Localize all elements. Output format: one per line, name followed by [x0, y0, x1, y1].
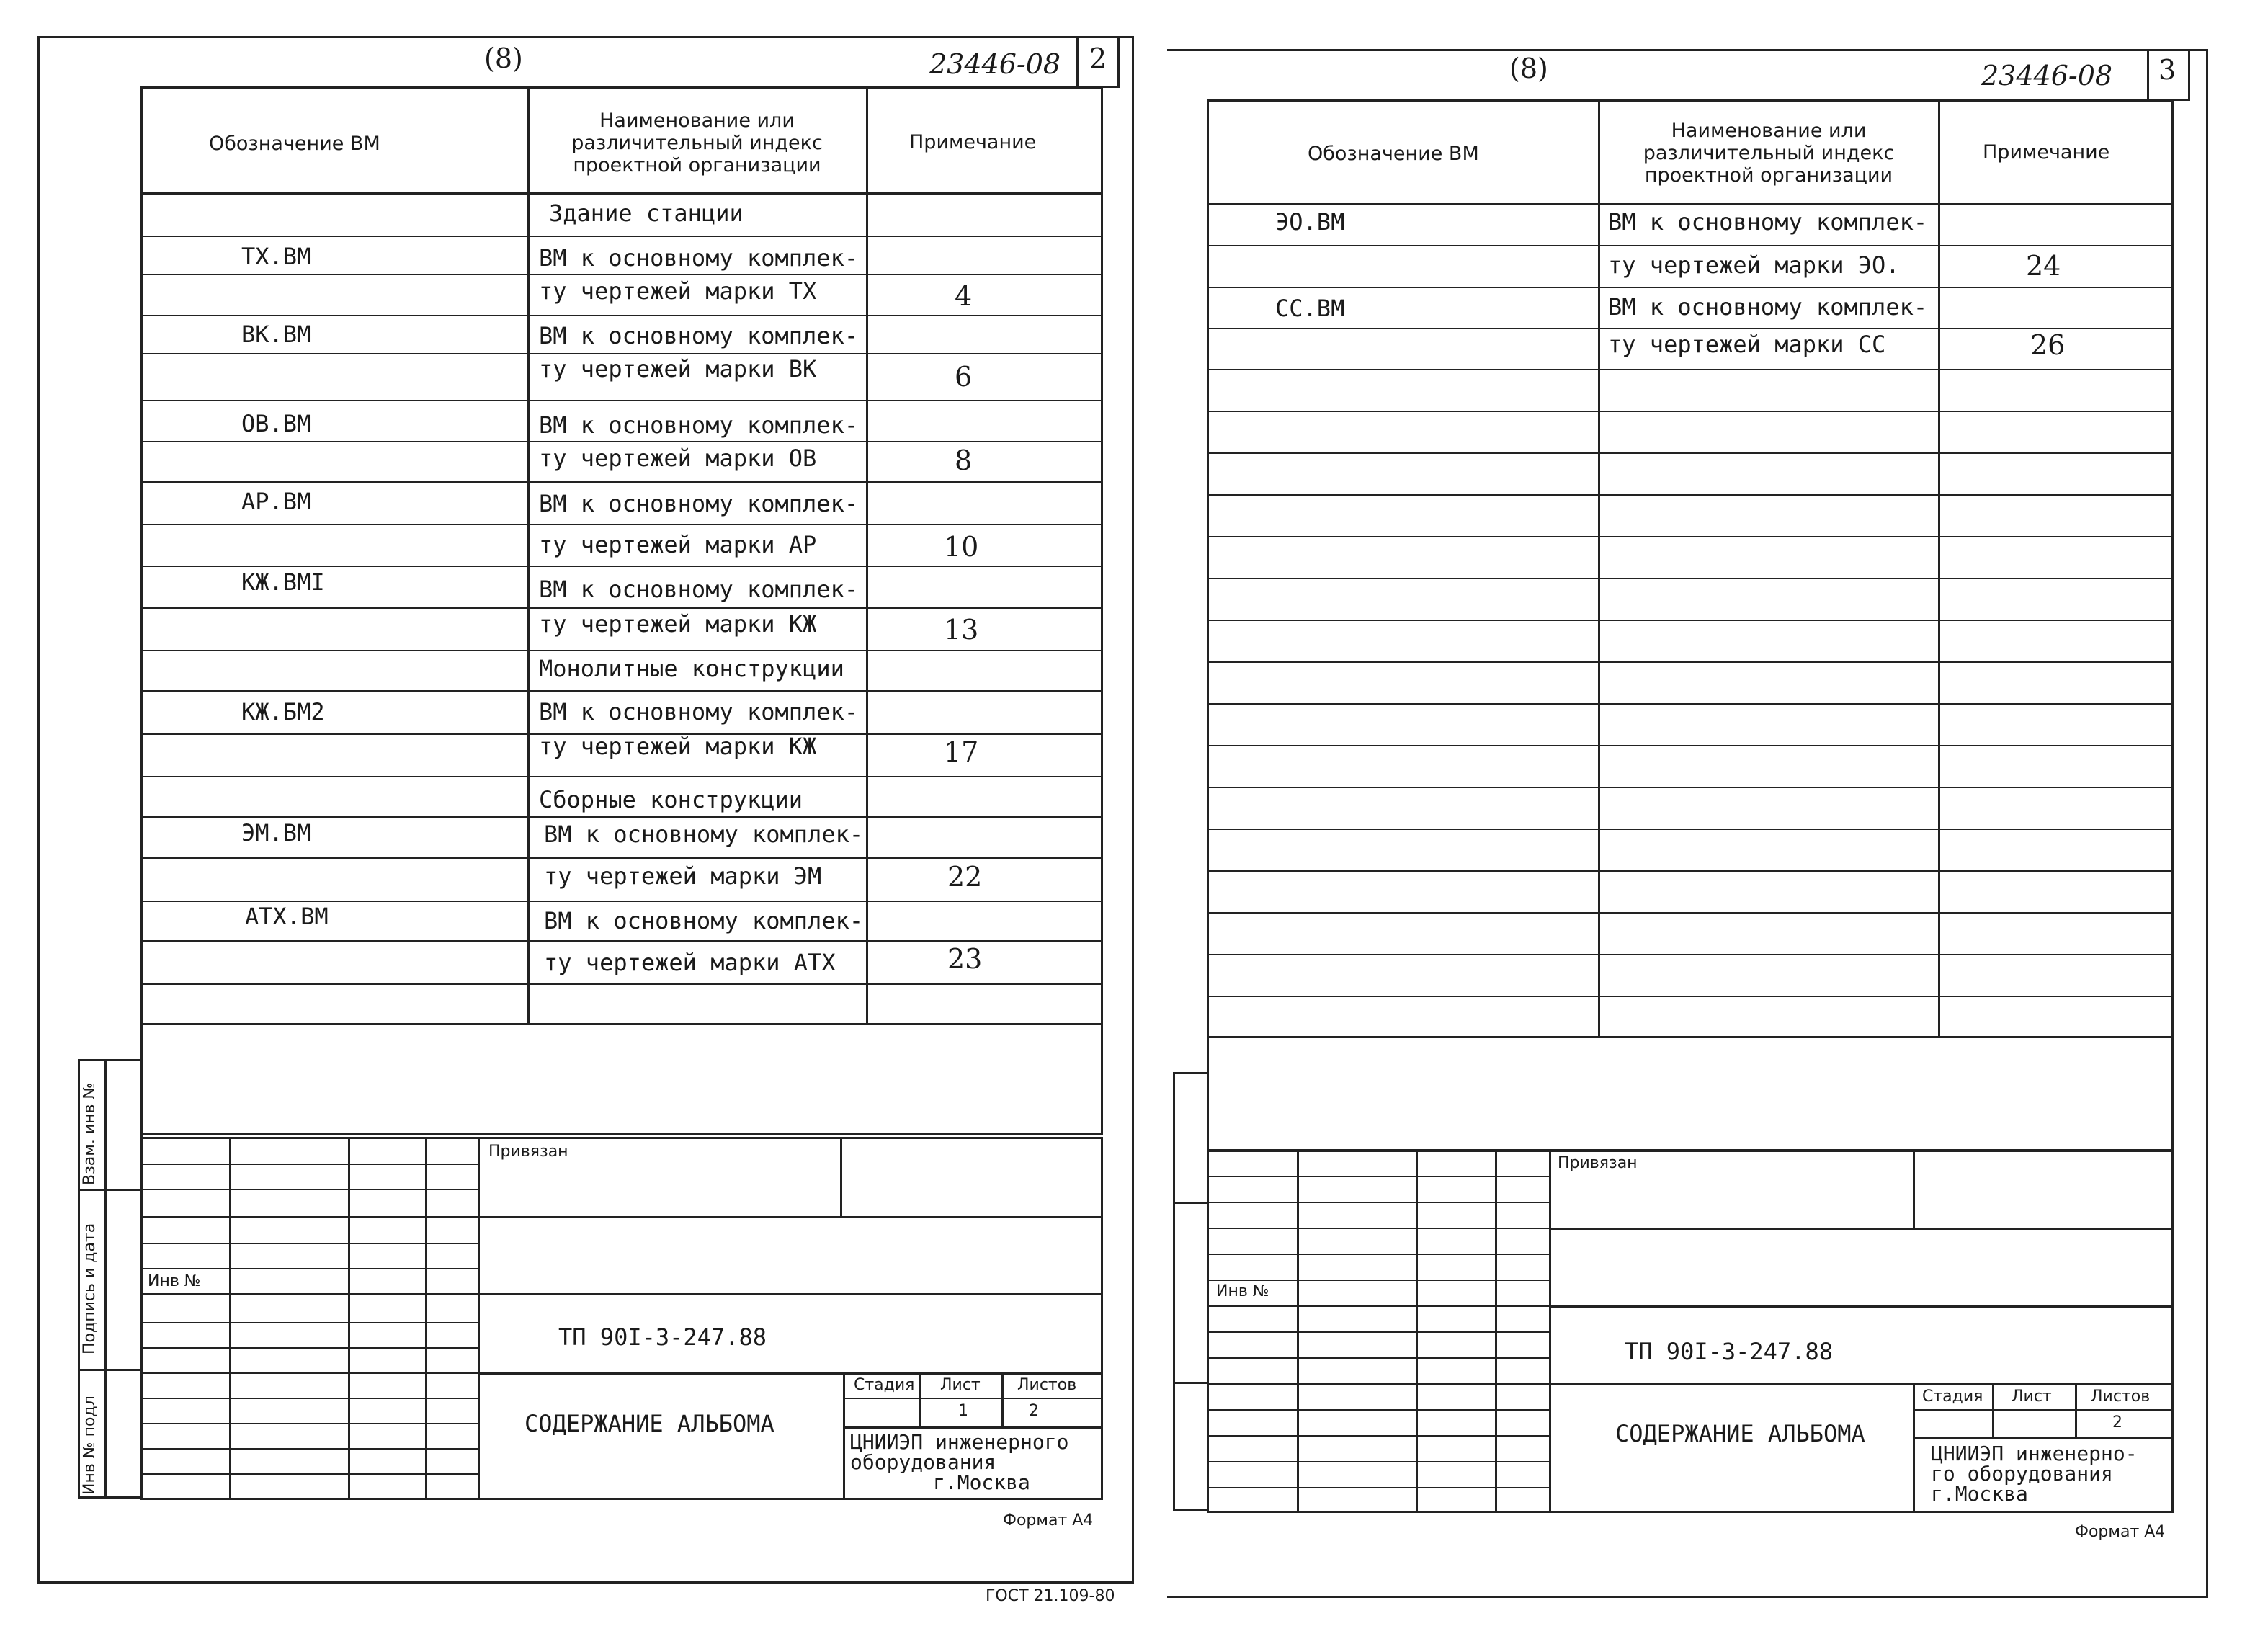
left-row-code: КЖ.БМ2: [241, 698, 325, 725]
left-row-line2: ту чертежей марки ОВ: [539, 445, 817, 472]
left-row-line1: ВМ к основному комплек-: [539, 244, 859, 272]
right-stamp-rule: [1913, 1409, 2174, 1411]
left-row-page: 17: [944, 736, 979, 768]
right-row-rule: [1207, 328, 2174, 329]
right-stamp-rule: [1549, 1305, 2174, 1308]
left-side-rule: [78, 1189, 143, 1191]
right-stamp-rule: [2075, 1383, 2077, 1437]
right-col-divider-2: [1938, 99, 1940, 1036]
left-section-monolithic: Монолитные конструкции: [539, 655, 844, 682]
left-row-rule: [140, 857, 1103, 859]
left-row-line2: ту чертежей марки ТХ: [539, 277, 817, 305]
left-row-rule: [140, 315, 1103, 316]
left-row-line2: ту чертежей марки КЖ: [539, 610, 817, 638]
left-stamp-grid: [140, 1473, 478, 1475]
left-stamp-stage-label: Стадия: [854, 1376, 915, 1394]
right-row-code: ЭО.ВМ: [1275, 208, 1345, 236]
left-section-precast: Сборные конструкции: [539, 786, 803, 813]
left-col-header-code: Обозначение ВМ: [209, 133, 380, 155]
left-col-header-note: Примечание: [909, 131, 1037, 153]
left-row-code: ОВ.ВМ: [241, 410, 311, 437]
left-stamp-grid: [140, 1423, 478, 1424]
right-stamp-rule: [1913, 1437, 2174, 1439]
left-stamp-grid: [140, 1448, 478, 1450]
left-stamp-grid: [140, 1398, 478, 1399]
left-side-label-inv: Инв № подл: [81, 1395, 99, 1495]
right-side-rule: [1173, 1382, 1209, 1384]
right-stamp-grid: [1207, 1202, 1549, 1203]
left-stamp-rule: [919, 1372, 921, 1426]
left-row-code: ВК.ВМ: [241, 321, 311, 348]
right-row-rule: [1207, 912, 2174, 914]
left-row-rule: [140, 400, 1103, 401]
left-col-header-name: Наименование или различительный индекс проектной организации: [571, 110, 823, 177]
left-stamp-privyazan: Привязан: [488, 1143, 568, 1161]
left-row-rule: [140, 940, 1103, 942]
left-stamp-org-2: оборудования: [850, 1450, 996, 1474]
left-row-rule: [140, 816, 1103, 818]
left-stamp-grid: [140, 1243, 478, 1244]
left-row-page: 22: [947, 861, 983, 893]
left-stamp-rule: [840, 1137, 842, 1216]
left-row-rule: [140, 236, 1103, 237]
right-row-rule: [1207, 787, 2174, 788]
left-row-line1: ВМ к основному комплек-: [539, 411, 859, 439]
left-table-end-rule: [140, 1023, 1103, 1025]
left-stamp-sheets-label: Листов: [1017, 1376, 1077, 1394]
left-row-rule: [140, 566, 1103, 567]
left-stamp-rule: [478, 1293, 1103, 1295]
right-stamp-org-3: г.Москва: [1931, 1482, 2028, 1506]
right-row-line1: ВМ к основному комплек-: [1608, 208, 1928, 236]
right-stamp-grid: [1207, 1176, 1549, 1177]
right-row-rule: [1207, 620, 2174, 621]
left-row-line1: ВМ к основному комплек-: [539, 490, 859, 517]
left-row-rule: [140, 524, 1103, 525]
right-stamp-rule: [1913, 1383, 1915, 1513]
left-stamp-grid: [425, 1137, 427, 1500]
right-stamp-grid: [1207, 1331, 1549, 1333]
right-stamp-sheets-value: 2: [2112, 1414, 2122, 1432]
left-stamp-grid: [140, 1189, 478, 1190]
right-col-header-name: Наименование или различительный индекс проектной организации: [1643, 120, 1895, 187]
right-row-rule: [1207, 245, 2174, 246]
left-row-rule: [140, 901, 1103, 902]
left-col-divider-2: [866, 86, 868, 1023]
right-stamp-grid: [1207, 1357, 1549, 1359]
left-row-code: ТХ.ВМ: [241, 243, 311, 270]
left-stamp-rule: [478, 1372, 1103, 1375]
left-stamp-grid: [140, 1322, 478, 1323]
right-side-strip: [1173, 1072, 1209, 1511]
right-side-rule: [1173, 1202, 1209, 1204]
left-stamp-grid: [140, 1372, 478, 1374]
right-row-code: СС.ВМ: [1275, 295, 1345, 322]
right-stamp-title: СОДЕРЖАНИЕ АЛЬБОМА: [1615, 1420, 1865, 1447]
right-row-rule: [1207, 411, 2174, 412]
left-row-rule: [140, 776, 1103, 777]
right-stamp-rule: [1913, 1150, 1915, 1228]
right-stamp-grid: [1207, 1487, 1549, 1488]
right-row-rule: [1207, 954, 2174, 955]
left-row-line1: ВМ к основному комплек-: [544, 907, 864, 934]
right-stamp-rule: [1549, 1228, 2174, 1230]
left-doc-code: 23446-08: [929, 48, 1061, 80]
right-row-rule: [1207, 494, 2174, 496]
left-row-line1: ВМ к основному комплек-: [539, 698, 859, 725]
left-stamp-sheet-value: 1: [958, 1402, 968, 1420]
left-row-page: 6: [955, 361, 973, 393]
left-row-line2: ту чертежей марки КЖ: [539, 733, 817, 760]
right-row-rule: [1207, 369, 2174, 370]
right-row-page: 24: [2026, 250, 2061, 282]
right-row-rule: [1207, 996, 2174, 997]
left-stamp-title: СОДЕРЖАНИЕ АЛЬБОМА: [524, 1410, 774, 1437]
right-stamp-grid: [1207, 1383, 1549, 1385]
right-stamp-grid: [1207, 1228, 1549, 1229]
left-stamp-grid: [140, 1268, 478, 1269]
left-row-code: АТХ.ВМ: [245, 903, 329, 930]
right-stamp-sheet-label: Лист: [2012, 1388, 2052, 1406]
left-header-rule: [140, 192, 1103, 195]
left-stamp-org-1: ЦНИИЭП инженерного: [850, 1430, 1069, 1454]
left-row-rule: [140, 983, 1103, 985]
right-row-rule: [1207, 452, 2174, 454]
left-stamp-grid: [348, 1137, 350, 1500]
left-row-rule: [140, 274, 1103, 275]
right-stamp-rule: [1549, 1383, 2174, 1385]
left-stamp-org-3: г.Москва: [933, 1470, 1030, 1494]
right-row-rule: [1207, 745, 2174, 746]
right-row-rule: [1207, 536, 2174, 537]
left-row-code: КЖ.ВМI: [241, 568, 325, 596]
right-stamp-sheets-label: Листов: [2091, 1388, 2151, 1406]
left-stamp-rule: [1001, 1372, 1004, 1426]
left-stamp-grid: [140, 1164, 478, 1165]
right-row-line2: ту чертежей марки СС: [1608, 331, 1886, 358]
left-stamp-grid: [140, 1293, 478, 1295]
right-stamp-grid: [1207, 1305, 1549, 1307]
left-row-rule: [140, 690, 1103, 692]
right-stamp-org-1: ЦНИИЭП инженерно-: [1931, 1442, 2138, 1465]
right-row-rule: [1207, 870, 2174, 872]
left-gost-label: ГОСТ 21.109-80: [986, 1587, 1115, 1605]
left-stamp-rule: [843, 1372, 845, 1500]
left-stamp-grid: [229, 1137, 231, 1500]
left-stamp-sheet-label: Лист: [940, 1376, 981, 1394]
left-row-rule: [140, 607, 1103, 609]
left-row-rule: [140, 353, 1103, 354]
right-page-number: 3: [2158, 54, 2177, 86]
left-row-rule: [140, 650, 1103, 651]
left-stamp-grid: [140, 1216, 478, 1218]
left-row-code: ЭМ.ВМ: [241, 819, 311, 847]
right-stamp-designation: ТП 90I-3-247.88: [1625, 1338, 1833, 1365]
right-table-end-rule: [1207, 1036, 2174, 1038]
left-row-page: 10: [944, 531, 979, 563]
left-page-number: 2: [1089, 43, 1107, 74]
left-section-station: Здание станции: [549, 200, 744, 227]
right-header-rule: [1207, 203, 2174, 205]
left-format-label: Формат А4: [1003, 1511, 1094, 1529]
right-stamp-stage-label: Стадия: [1922, 1388, 1983, 1406]
right-doc-code: 23446-08: [1981, 60, 2113, 91]
right-row-line1: ВМ к основному комплек-: [1608, 293, 1928, 321]
left-side-label-vzam: Взам. инв №: [81, 1082, 99, 1185]
left-row-line2: ту чертежей марки ЭМ: [544, 862, 822, 890]
right-stamp-grid: [1207, 1280, 1549, 1281]
left-header-num: (8): [484, 43, 523, 74]
right-header-num: (8): [1509, 53, 1548, 84]
left-row-page: 8: [955, 445, 973, 476]
right-stamp-org-2: го оборудования: [1931, 1462, 2113, 1486]
right-col-divider-1: [1598, 99, 1600, 1036]
right-col-header-code: Обозначение ВМ: [1308, 143, 1479, 165]
left-stamp-rule: [843, 1398, 1103, 1399]
right-stamp-grid: [1549, 1150, 1551, 1513]
left-row-page: 23: [947, 943, 983, 975]
right-row-rule: [1207, 578, 2174, 579]
left-row-line1: ВМ к основному комплек-: [544, 821, 864, 848]
left-side-divider: [104, 1059, 107, 1499]
left-row-rule: [140, 441, 1103, 442]
left-row-page: 4: [955, 280, 973, 312]
left-stamp-designation: ТП 90I-3-247.88: [558, 1323, 767, 1351]
left-row-line1: ВМ к основному комплек-: [539, 576, 859, 603]
right-stamp-grid: [1207, 1461, 1549, 1462]
right-stamp-rule: [1992, 1383, 1994, 1437]
left-stamp-inv-no: Инв №: [148, 1272, 201, 1290]
left-side-label-podpis: Подпись и дата: [81, 1223, 99, 1354]
right-row-rule: [1207, 661, 2174, 663]
right-row-page: 26: [2030, 329, 2066, 361]
left-stamp-grid: [478, 1137, 480, 1500]
left-row-line2: ту чертежей марки АР: [539, 531, 817, 558]
right-stamp-privyazan: Привязан: [1558, 1154, 1638, 1172]
right-stamp-grid: [1207, 1409, 1549, 1411]
left-row-line2: ту чертежей марки ВК: [539, 355, 817, 383]
left-stamp-sheets-value: 2: [1029, 1402, 1039, 1420]
left-row-line1: ВМ к основному комплек-: [539, 322, 859, 349]
left-stamp-rule: [843, 1426, 1103, 1429]
left-row-code: АР.ВМ: [241, 488, 311, 515]
right-stamp-grid: [1207, 1435, 1549, 1437]
right-format-label: Формат А4: [2075, 1523, 2166, 1541]
right-row-line2: ту чертежей марки ЭО.: [1608, 251, 1900, 279]
right-stamp-inv-no: Инв №: [1216, 1282, 1269, 1300]
right-col-header-note: Примечание: [1983, 141, 2110, 164]
right-row-rule: [1207, 287, 2174, 288]
right-stamp-grid: [1207, 1254, 1549, 1255]
right-row-rule: [1207, 703, 2174, 705]
left-stamp-rule: [478, 1216, 1103, 1218]
left-col-divider-1: [527, 86, 530, 1023]
right-row-rule: [1207, 829, 2174, 830]
left-row-line2: ту чертежей марки АТХ: [544, 949, 836, 976]
left-stamp-grid: [140, 1347, 478, 1349]
left-side-rule: [78, 1369, 143, 1371]
left-row-page: 13: [944, 614, 979, 646]
left-row-rule: [140, 481, 1103, 483]
